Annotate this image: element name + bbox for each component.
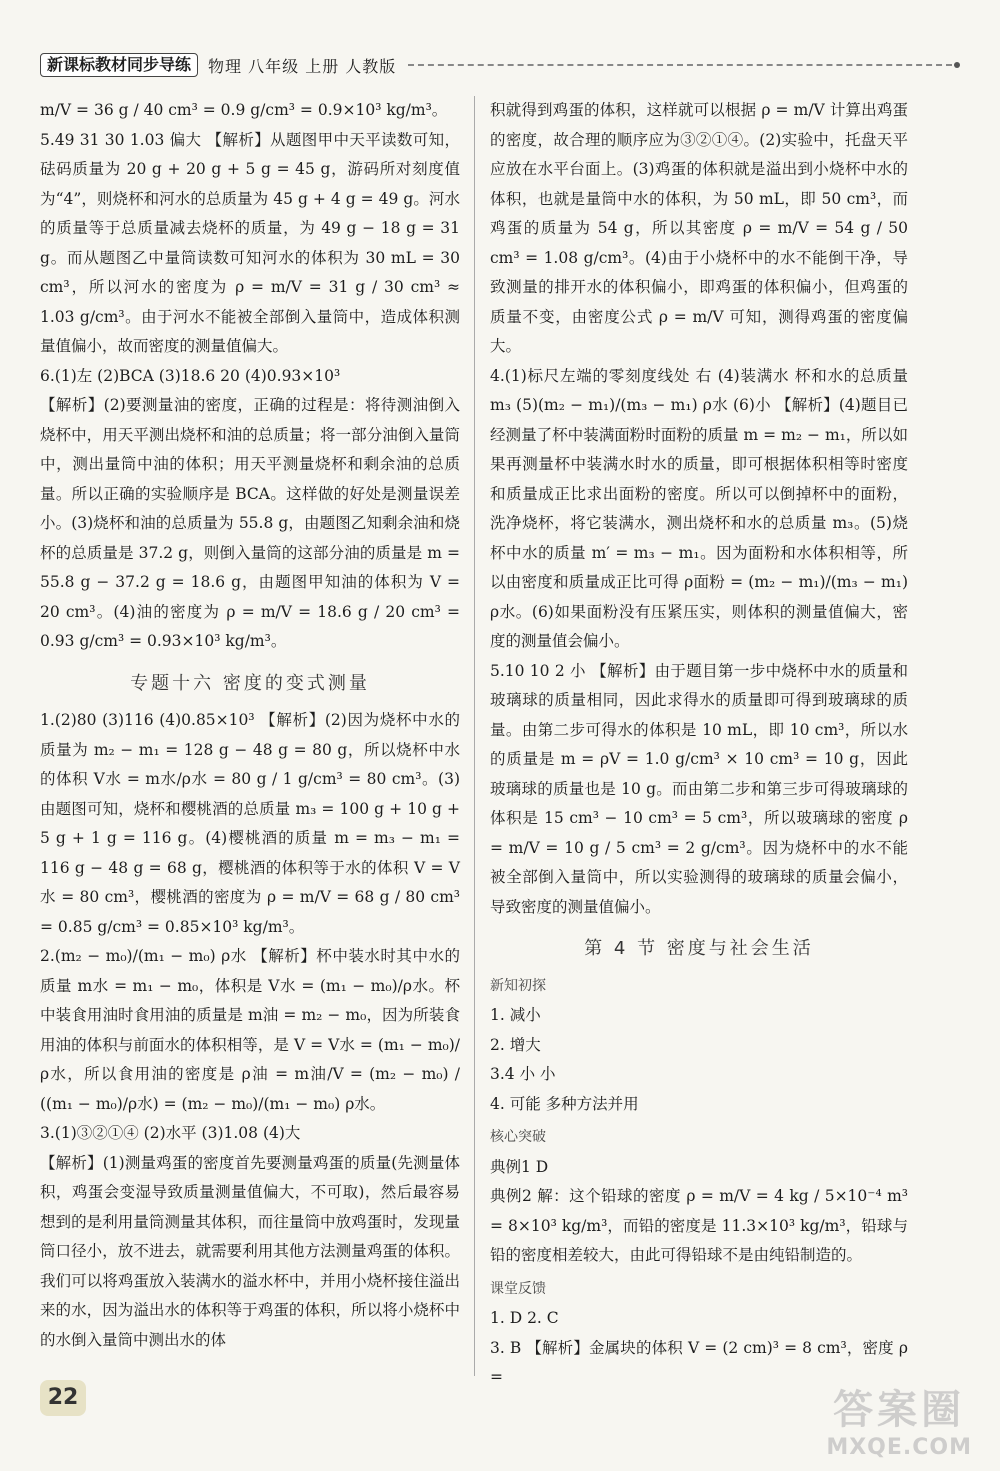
watermark-logo: 答案圈 <box>833 1387 966 1433</box>
s16-answer-5: 5.10 10 2 小 【解析】由于题目第一步中烧杯中水的质量和玻璃球的质量相同，因此求得水的质量即可得到玻璃球的质量。由第二步可得水的体积是 10 mL，即 10 cm³，所以水的质量是 m = ρV = 1.0 g/cm³ × 10 cm³ = 10 g，因此玻璃球的质量也是 10 g。而由第二步和第三步可得玻璃球的体积是 15 cm³ − 10 cm³ = 5 cm³，所以玻璃球的密度 ρ = m/V = 10 g / 5 cm³ = 2 g/cm³。因为烧杯中的水不能被全部倒入量筒中，所以实验测得的玻璃球的质量会偏小，导致密度的测量值偏小。 <box>490 661 908 916</box>
column-divider <box>474 96 475 1376</box>
answer-line: m/V = 36 g / 40 cm³ = 0.9 g/cm³ = 0.9×10³ kg/m³。 <box>40 101 448 119</box>
answer-6-analysis: 【解析】(2)要测量油的密度，正确的过程是：将待测油倒入烧杯中，用天平测出烧杯和油的总质量；将一部分油倒入量筒中，测出量筒中油的体积；用天平测量烧杯和剩余油的总质量。所以正确的实验顺序是 BCA。这样做的好处是测量误差小。(3)烧杯和油的总质量为 55.8 g，由题图乙知剩余油和烧杯的总质量是 37.2 g，则倒入量筒的这部分油的质量是 m = 55.8 g − 37.2 g = 18.6 g，由题图甲知油的体积为 V = 20 cm³。(4)油的密度为 ρ = m/V = 18.6 g / 20 cm³ = 0.93 g/cm³ = 0.93×10³ kg/m³。 <box>40 396 460 650</box>
ketang-label: 课堂反馈 <box>490 1280 546 1297</box>
xinzhi-item: 1. 减小 <box>490 1006 541 1024</box>
series-title: 新课标教材同步导练 <box>40 53 198 77</box>
s16-answer-4: 4.(1)标尺左端的零刻度线处 右 (4)装满水 杯和水的总质量 m₃ (5)(m₂ − m₁)/(m₃ − m₁) ρ水 (6)小 【解析】(4)题目已经测量了杯中装满面粉时面粉的质量 m = m₂ − m₁，所以如果再测量杯中装满水时水的质量，即可根据体积相等时密度和质量成正比求出面粉的密度。所以可以倒掉杯中的面粉，洗净烧杯，将它装满水，测出烧杯和水的总质量 m₃。(5)烧杯中水的质量 m′ = m₃ − m₁。因为面粉和水体积相等，所以由密度和质量成正比可得 ρ面粉 = (m₂ − m₁)/(m₃ − m₁) ρ水。(6)如果面粉没有压紧压实，则体积的测量值偏大，密度的测量值会偏小。 <box>490 366 908 650</box>
answer-5: 5.49 31 30 1.03 偏大 【解析】从题图甲中天平读数可知，砝码质量为 20 g + 20 g + 5 g = 45 g，游码所对刻度值为“4”，则烧杯和河水的总质量为 45 g + 4 g = 49 g。河水的质量等于总质量减去烧杯的质量，为 49 g − 18 g = 31 g。而从题图乙中量筒读数可知河水的体积为 30 mL = 30 cm³，所以河水的密度为 ρ = m/V = 31 g / 30 cm³ ≈ 1.03 g/cm³。由于河水不能被全部倒入量筒中，造成体积测量值偏小，故而密度的测量值偏大。 <box>40 130 460 355</box>
answer-6: 6.(1)左 (2)BCA (3)18.6 20 (4)0.93×10³ <box>40 366 341 385</box>
watermark <box>826 1378 972 1460</box>
hexin-label: 核心突破 <box>490 1129 546 1145</box>
xinzhi-item: 2. 增大 <box>490 1035 541 1054</box>
s16-answer-1: 1.(2)80 (3)116 (4)0.85×10³ 【解析】(2)因为烧杯中水的质量为 m₂ − m₁ = 128 g − 48 g = 80 g，所以烧杯中水的体积 V水 = m水/ρ水 = 80 g / 1 g/cm³ = 80 cm³。(3)由题图可知，烧杯和樱桃酒的总质量 m₃ = 100 g + 10 g + 5 g + 1 g = 116 g。(4)樱桃酒的质量 m = m₃ − m₁ = 116 g − 48 g = 68 g，樱桃酒的体积等于水的体积 V = V水 = 80 cm³，樱桃酒的密度为 ρ = m/V = 68 g / 80 cm³ = 0.85 g/cm³ = 0.85×10³ kg/m³。 <box>40 711 460 936</box>
header-dot <box>954 62 960 68</box>
header-meta: 物理 八年级 上册 人教版 <box>208 56 397 76</box>
hexin-item: 典例2 解：这个铅球的密度 ρ = m/V = 4 kg / 5×10⁻⁴ m³ = 8×10³ kg/m³，而铅的密度是 11.3×10³ kg/m³，铅球与铅的密度相差较大，由此可得铅球不是由纯铅制造的。 <box>490 1187 908 1264</box>
xinzhi-label: 新知初探 <box>490 977 546 994</box>
section-4-title: 第 4 节 密度与社会生活 <box>584 938 814 959</box>
xinzhi-item: 4. 可能 多种方法并用 <box>490 1094 639 1113</box>
watermark-url: MXQE.COM <box>826 1435 972 1460</box>
page-header <box>40 52 960 78</box>
s16-answer-3-analysis: 【解析】(1)测量鸡蛋的密度首先要测量鸡蛋的质量(先测量体积，鸡蛋会变湿导致质量测量值偏大，不可取)，然后最容易想到的是利用量筒测量其体积，而往量筒中放鸡蛋时，发现量筒口径小，放不进去，就需要利用其他方法测量鸡蛋的体积。我们可以将鸡蛋放入装满水的溢水杯中，并用小烧杯接住溢出来的水，因为溢出水的体积等于鸡蛋的体积，所以将小烧杯中的水倒入量筒中测出水的体 <box>40 1153 460 1349</box>
xinzhi-item: 3.4 小 小 <box>490 1065 556 1083</box>
ketang-item: 1. D 2. C <box>490 1309 559 1327</box>
left-column <box>40 96 460 1355</box>
s16-answer-3-cont: 积就得到鸡蛋的体积，这样就可以根据 ρ = m/V 计算出鸡蛋的密度，故合理的顺序应为③②①④。(2)实验中，托盘天平应放在水平台面上。(3)鸡蛋的体积就是溢出到小烧杯中水的体积，也就是量筒中水的体积，为 50 mL，即 50 cm³，而鸡蛋的质量为 54 g，所以其密度 ρ = m/V = 54 g / 50 cm³ = 1.08 g/cm³。(4)由于小烧杯中的水不能倒干净，导致测量的排开水的体积偏小，即鸡蛋的体积偏小，但鸡蛋的质量不变，由密度公式 ρ = m/V 可知，测得鸡蛋的密度偏大。 <box>490 101 908 355</box>
page-number: 22 <box>40 1380 86 1416</box>
section-16-title: 专题十六 密度的变式测量 <box>130 672 370 694</box>
ketang-item: 3. B 【解析】金属块的体积 V = (2 cm)³ = 8 cm³，密度 ρ = <box>490 1338 908 1386</box>
s16-answer-2: 2.(m₂ − m₀)/(m₁ − m₀) ρ水 【解析】杯中装水时其中水的质量 m水 = m₁ − m₀，体积是 V水 = (m₁ − m₀)/ρ水。杯中装食用油时食用油的质量是 m油 = m₂ − m₀，因为所装食用油的体积与前面水的体积相等，是 V = V水 = (m₁ − m₀)/ρ水，所以食用油的密度是 ρ油 = m油/V = (m₂ − m₀) / ((m₁ − m₀)/ρ水) = (m₂ − m₀)/(m₁ − m₀) ρ水。 <box>40 947 460 1113</box>
header-dashed-line <box>408 64 952 66</box>
hexin-item: 典例1 D <box>490 1157 549 1176</box>
right-column <box>490 96 908 1393</box>
s16-answer-3: 3.(1)③②①④ (2)水平 (3)1.08 (4)大 <box>40 1124 301 1142</box>
